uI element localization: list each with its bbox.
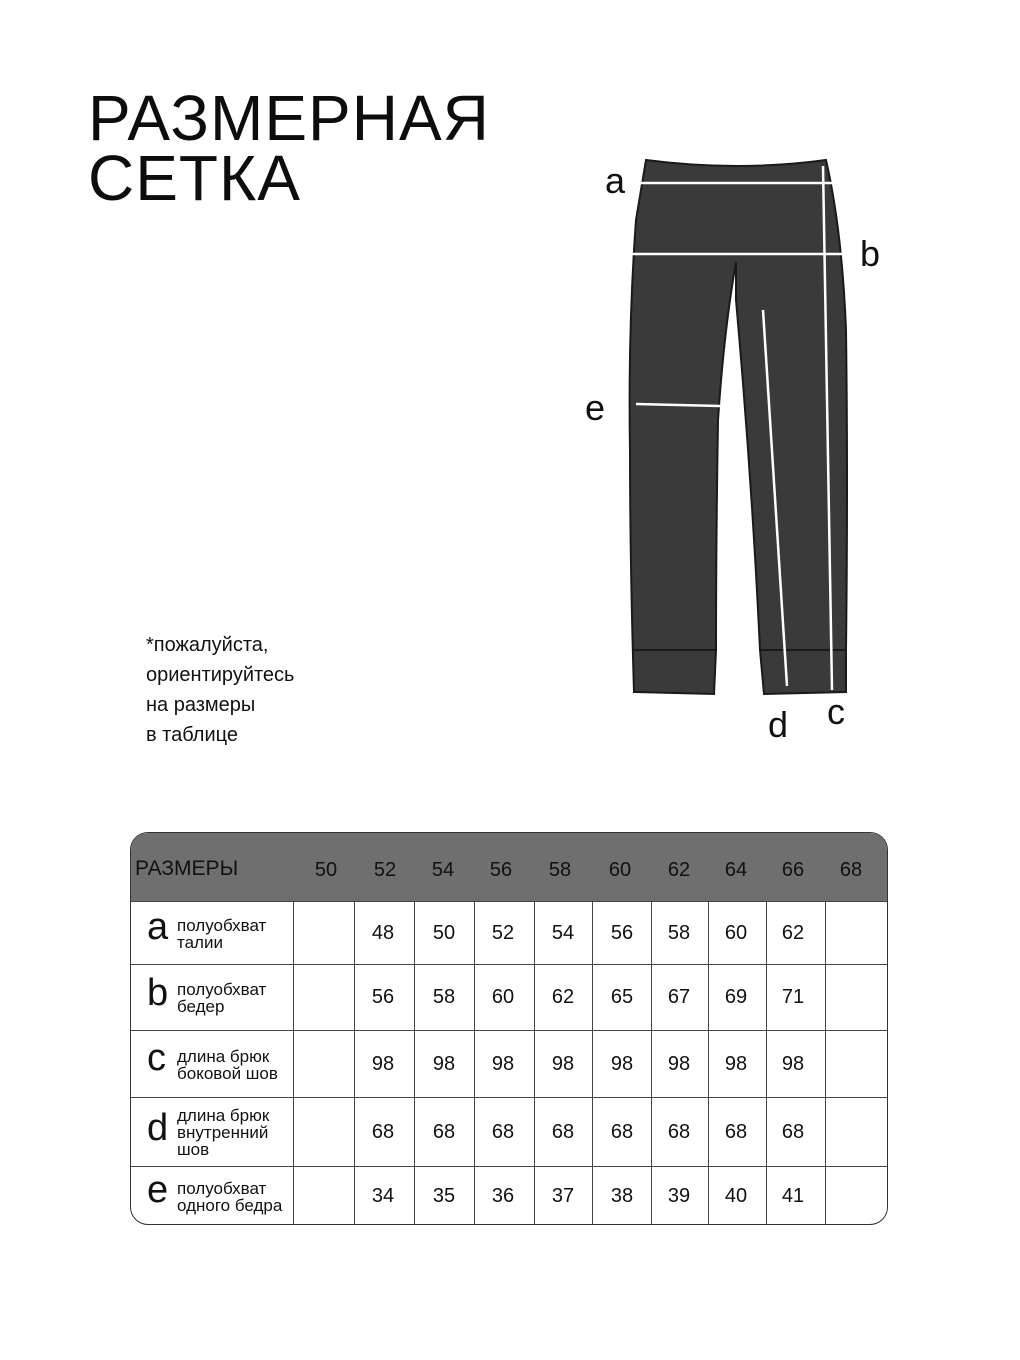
table-cell: 58 bbox=[667, 921, 691, 944]
label-b: b bbox=[860, 233, 881, 274]
note-line-4: в таблице bbox=[146, 724, 238, 746]
note-line-3: на размеры bbox=[146, 694, 256, 716]
row-description-line: полуобхват bbox=[177, 1179, 267, 1198]
table-cell: 54 bbox=[551, 921, 575, 944]
table-row-d bbox=[131, 1097, 887, 1167]
table-cell: 56 bbox=[610, 921, 634, 944]
row-description-line: внутренний bbox=[177, 1123, 269, 1142]
row-description-line: шов bbox=[177, 1140, 210, 1159]
note-line-1: *пожалуйста, bbox=[146, 634, 269, 656]
header-size-62: 62 bbox=[667, 859, 691, 881]
header-size-58: 58 bbox=[548, 859, 572, 881]
table-cell: 68 bbox=[781, 1120, 805, 1143]
row-letter: c bbox=[147, 1036, 166, 1079]
table-cell: 52 bbox=[491, 921, 515, 944]
table-cell: 39 bbox=[667, 1185, 691, 1207]
header-size-60: 60 bbox=[608, 859, 632, 881]
header-size-66: 66 bbox=[781, 859, 805, 881]
header-size-56: 56 bbox=[489, 859, 513, 881]
table-cell: 98 bbox=[610, 1052, 634, 1075]
row-description bbox=[177, 917, 266, 951]
table-cell: 68 bbox=[610, 1120, 634, 1143]
table-cell: 68 bbox=[667, 1120, 691, 1143]
row-letter: b bbox=[147, 972, 169, 1014]
table-cell: 35 bbox=[432, 1185, 456, 1207]
row-description-line: одного бедра bbox=[177, 1196, 283, 1215]
trousers-silhouette bbox=[630, 160, 847, 694]
row-description bbox=[177, 1107, 269, 1158]
row-letter: d bbox=[147, 1106, 169, 1149]
table-row-a bbox=[131, 901, 887, 965]
row-description-line: талии bbox=[177, 932, 223, 952]
table-cell: 34 bbox=[371, 1185, 395, 1207]
table-row-c bbox=[131, 1030, 887, 1098]
label-d: d bbox=[768, 704, 789, 745]
table-cell: 60 bbox=[724, 921, 748, 944]
table-cell: 98 bbox=[491, 1052, 515, 1075]
table-cell: 98 bbox=[551, 1052, 575, 1075]
table-cell: 68 bbox=[491, 1120, 515, 1143]
row-description bbox=[177, 981, 266, 1015]
table-cell: 69 bbox=[724, 986, 748, 1008]
label-c: c bbox=[827, 691, 845, 732]
table-cell: 37 bbox=[551, 1185, 575, 1207]
trousers-diagram bbox=[560, 140, 900, 760]
table-cell: 98 bbox=[724, 1052, 748, 1075]
row-description-line: полуобхват bbox=[177, 980, 267, 999]
table-cell: 98 bbox=[371, 1052, 395, 1075]
table-cell: 68 bbox=[551, 1120, 575, 1143]
header-size-64: 64 bbox=[724, 859, 748, 881]
header-label: РАЗМЕРЫ bbox=[135, 857, 239, 880]
title-line-1: РАЗМЕРНАЯ bbox=[88, 82, 490, 154]
label-e: e bbox=[585, 387, 606, 428]
row-description-line: полуобхват bbox=[177, 915, 267, 935]
table-cell: 68 bbox=[371, 1120, 395, 1143]
header-size-52: 52 bbox=[373, 859, 397, 881]
table-row-e bbox=[131, 1166, 887, 1225]
size-note bbox=[146, 630, 294, 750]
label-a: a bbox=[605, 160, 626, 201]
table-cell: 71 bbox=[781, 986, 805, 1008]
table-cell: 38 bbox=[610, 1185, 634, 1207]
table-header bbox=[131, 833, 887, 901]
table-cell: 98 bbox=[667, 1052, 691, 1075]
table-cell: 60 bbox=[491, 986, 515, 1008]
size-table bbox=[130, 832, 888, 1225]
row-description bbox=[177, 1048, 278, 1082]
table-cell: 36 bbox=[491, 1185, 515, 1207]
table-cell: 65 bbox=[610, 986, 634, 1008]
table-cell: 50 bbox=[432, 921, 456, 944]
table-cell: 48 bbox=[371, 921, 395, 944]
header-size-54: 54 bbox=[431, 859, 455, 881]
row-letter: a bbox=[147, 905, 169, 948]
table-cell: 68 bbox=[724, 1120, 748, 1143]
table-cell: 56 bbox=[371, 986, 395, 1008]
row-description-line: бедер bbox=[177, 997, 225, 1016]
title-line-2: СЕТКА bbox=[88, 142, 301, 214]
table-cell: 41 bbox=[781, 1185, 805, 1207]
header-size-68: 68 bbox=[839, 859, 863, 881]
table-cell: 98 bbox=[781, 1052, 805, 1075]
table-cell: 62 bbox=[551, 986, 575, 1008]
note-line-2: ориентируйтесь bbox=[146, 664, 295, 686]
row-description-line: длина брюк bbox=[177, 1046, 270, 1066]
table-cell: 40 bbox=[724, 1185, 748, 1207]
table-cell: 62 bbox=[781, 921, 805, 944]
row-description-line: боковой шов bbox=[177, 1063, 278, 1083]
row-description-line: длина брюк bbox=[177, 1106, 270, 1125]
row-description bbox=[177, 1180, 282, 1214]
page-title bbox=[88, 82, 490, 214]
table-cell: 67 bbox=[667, 986, 691, 1008]
table-cell: 68 bbox=[432, 1120, 456, 1143]
table-row-b bbox=[131, 964, 887, 1031]
table-cell: 58 bbox=[432, 986, 456, 1008]
row-letter: e bbox=[147, 1169, 169, 1211]
table-cell: 98 bbox=[432, 1052, 456, 1075]
header-size-50: 50 bbox=[314, 859, 338, 881]
